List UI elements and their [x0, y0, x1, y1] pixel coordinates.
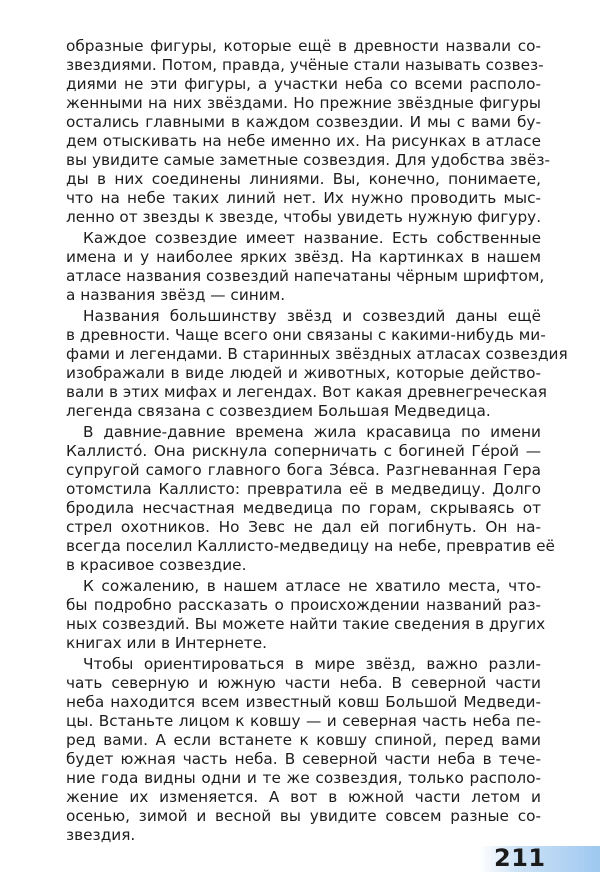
text-line: остались главными в каждом созвездии. И мы с вами бу-: [66, 113, 541, 131]
text-line: женными на них звёздами. Но прежние звёздные фигуры: [66, 94, 541, 112]
text-line: книгах или в Интернете.: [66, 634, 267, 652]
page-body: [66, 37, 568, 845]
text-line: образные фигуры, которые ещё в древности назвали со-: [66, 37, 541, 55]
page-number: 211: [494, 844, 546, 872]
text-line: диями не эти фигуры, а участки неба со всеми располо-: [66, 75, 541, 93]
text-line: Каждое созвездие имеет название. Есть собственные: [83, 229, 541, 247]
text-line: отомстила Каллисто: превратила её в медведицу. Долго: [66, 480, 541, 498]
text-line: имена и у наиболее ярких звёзд. На картинках в нашем: [66, 248, 541, 266]
text-line: легенда связана с созвездием Большая Медведица.: [66, 402, 491, 420]
text-line: ред вами. А если встанете к ковшу спиной, перед вами: [66, 731, 541, 749]
text-line: будет южная часть неба. В северной части неба в тече-: [66, 750, 541, 768]
paragraph: [66, 423, 555, 575]
text-line: фами и легендами. В старинных звёздных атласах созвездия: [66, 345, 568, 363]
text-line: ды в них соединены линиями. Вы, конечно, понимаете,: [66, 170, 541, 188]
paragraph: [66, 229, 545, 305]
text-line: а названия звёзд — синим.: [66, 286, 286, 304]
text-line: в древности. Чаще всего они связаны с какими-нибудь ми-: [66, 326, 546, 344]
paragraph: [66, 577, 546, 653]
text-line: Названия большинству звёзд и созвездий даны ещё: [83, 307, 541, 325]
text-line: Каллисто́. Она рискнула соперничать с богиней Ге́рой —: [66, 442, 541, 460]
text-line: В давние-давние времена жила красавица по имени: [83, 423, 541, 441]
text-line: вы увидите самые заметные созвездия. Для удобства звёз-: [66, 151, 550, 169]
paragraph: [66, 307, 568, 421]
text-line: неба находится всем известный ковш Большой Медведи-: [66, 693, 541, 711]
text-line: К сожалению, в нашем атласе не хватило места, что-: [83, 577, 541, 595]
text-line: вали в этих мифах и легендах. Вот какая древнегреческая: [66, 383, 547, 401]
text-line: бы подробно рассказать о происхождении названий раз-: [66, 596, 541, 614]
text-line: чать северную и южную части неба. В северной части: [66, 674, 541, 692]
text-line: бродила несчастная медведица по горам, скрываясь от: [66, 499, 541, 517]
text-line: Чтобы ориентироваться в мире звёзд, важно разли-: [83, 655, 541, 673]
text-line: ние года видны одни и те же созвездия, только располо-: [66, 769, 541, 787]
text-line: супругой самого главного бога Зе́вса. Разгневанная Гера: [66, 461, 541, 479]
text-line: атласе названия созвездий напечатаны чёрным шрифтом,: [66, 267, 545, 285]
paragraph: [66, 655, 541, 845]
text-line: цы. Встаньте лицом к ковшу — и северная часть неба пе-: [66, 712, 541, 730]
text-line: ных созвездий. Вы можете найти такие сведения в других: [66, 615, 546, 633]
text-line: всегда поселил Каллисто-медведицу на небе, превратив её: [66, 537, 555, 555]
text-line: изображали в виде людей и животных, которые действо-: [66, 364, 541, 382]
text-line: что на небе таких линий нет. Их нужно проводить мыс-: [66, 189, 541, 207]
text-line: стрел охотников. Но Зевс не дал ей погибнуть. Он на-: [66, 518, 541, 536]
text-line: звездия.: [66, 826, 136, 844]
paragraph: [66, 37, 550, 227]
text-line: дем отыскивать на небе именно их. На рисунках в атласе: [66, 132, 541, 150]
text-line: в красивое созвездие.: [66, 556, 247, 574]
text-line: осенью, зимой и весной вы увидите совсем разные со-: [66, 807, 541, 825]
text-line: жение их изменяется. А вот в южной части летом и: [66, 788, 541, 806]
text-line: ленно от звезды к звезде, чтобы увидеть нужную фигуру.: [66, 208, 542, 226]
text-line: звездиями. Потом, правда, учёные стали называть созвез-: [66, 56, 544, 74]
